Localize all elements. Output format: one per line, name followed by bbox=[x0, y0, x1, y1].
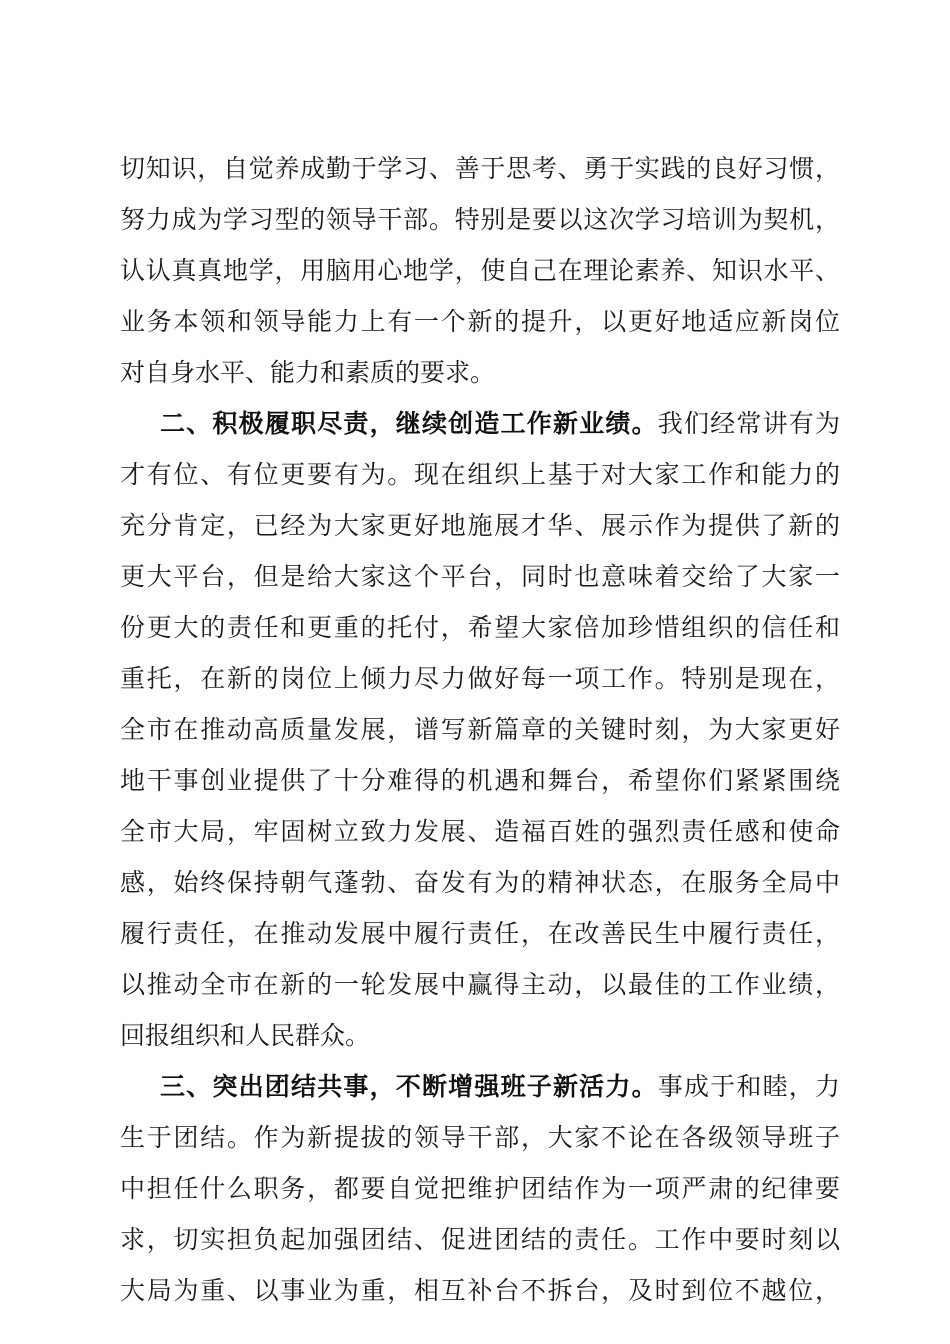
section-heading: 二、积极履职尽责，继续创造工作新业绩。 bbox=[160, 409, 658, 438]
paragraph-line: 以推动全市在新的一轮发展中赢得主动，以最佳的工作业绩， bbox=[120, 970, 840, 999]
paragraph-line: 认认真真地学，用脑用心地学，使自己在理论素养、知识水平、 bbox=[120, 256, 840, 285]
heading-line-text: 事成于和睦，力 bbox=[657, 1072, 840, 1101]
paragraph-line: 感，始终保持朝气蓬勃、奋发有为的精神状态，在服务全局中 bbox=[120, 868, 840, 897]
paragraph-line: 中担任什么职务，都要自觉把维护团结作为一项严肃的纪律要 bbox=[120, 1174, 840, 1203]
paragraph-line: 份更大的责任和更重的托付，希望大家倍加珍惜组织的信任和 bbox=[120, 613, 840, 642]
paragraph-line: 切知识，自觉养成勤于学习、善于思考、勇于实践的良好习惯， bbox=[120, 154, 840, 183]
paragraph-line: 地干事创业提供了十分难得的机遇和舞台，希望你们紧紧围绕 bbox=[120, 766, 840, 795]
section-heading-line bbox=[160, 1067, 840, 1107]
paragraph-line: 全市大局，牢固树立致力发展、造福百姓的强烈责任感和使命 bbox=[120, 817, 840, 846]
paragraph-line: 业务本领和领导能力上有一个新的提升，以更好地适应新岗位 bbox=[120, 307, 840, 336]
section-heading: 三、突出团结共事，不断增强班子新活力。 bbox=[160, 1072, 658, 1101]
heading-line-text: 我们经常讲有为 bbox=[657, 409, 840, 438]
paragraph-line: 履行责任，在推动发展中履行责任，在改善民生中履行责任， bbox=[120, 919, 840, 948]
paragraph-line: 回报组织和人民群众。 bbox=[120, 1021, 371, 1050]
paragraph-line: 求，切实担负起加强团结、促进团结的责任。工作中要时刻以 bbox=[120, 1225, 840, 1254]
paragraph-line: 大局为重、以事业为重，相互补台不拆台，及时到位不越位， bbox=[120, 1276, 840, 1305]
paragraph-line: 全市在推动高质量发展，谱写新篇章的关键时刻，为大家更好 bbox=[120, 715, 840, 744]
section-heading-line bbox=[160, 404, 840, 444]
paragraph-line: 重托，在新的岗位上倾力尽力做好每一项工作。特别是现在， bbox=[120, 664, 840, 693]
paragraph-line: 充分肯定，已经为大家更好地施展才华、展示作为提供了新的 bbox=[120, 511, 840, 540]
paragraph-line: 更大平台，但是给大家这个平台，同时也意味着交给了大家一 bbox=[120, 562, 840, 591]
paragraph-line: 才有位、有位更要有为。现在组织上基于对大家工作和能力的 bbox=[120, 460, 840, 489]
paragraph-line: 努力成为学习型的领导干部。特别是要以这次学习培训为契机， bbox=[120, 205, 840, 234]
paragraph-line: 生于团结。作为新提拔的领导干部，大家不论在各级领导班子 bbox=[120, 1123, 840, 1152]
paragraph-line: 对自身水平、能力和素质的要求。 bbox=[120, 358, 496, 387]
